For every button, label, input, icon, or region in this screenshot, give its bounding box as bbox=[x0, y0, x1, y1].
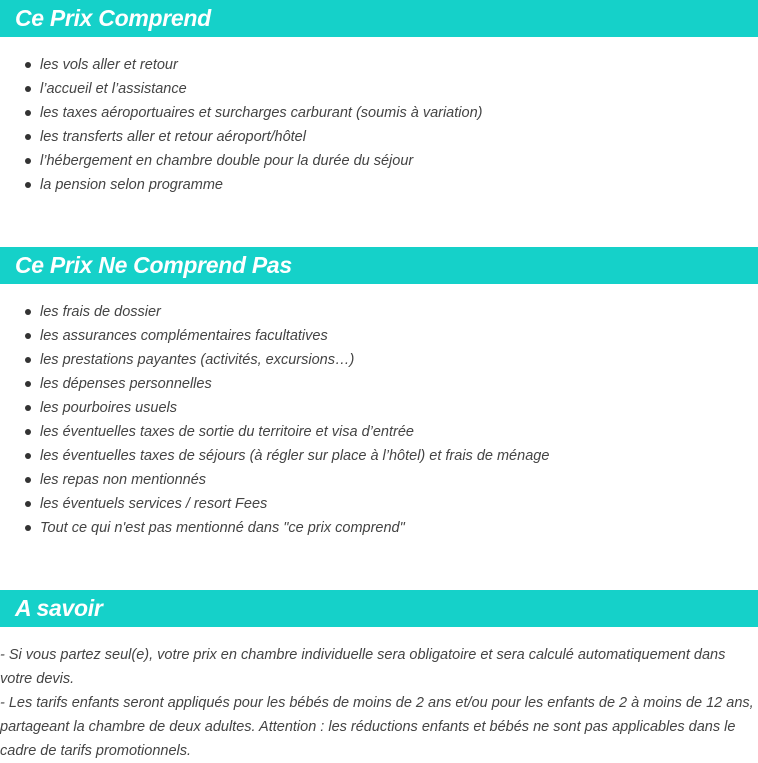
bullet-icon bbox=[25, 429, 31, 435]
bullet-icon bbox=[25, 501, 31, 507]
included-list bbox=[0, 53, 482, 197]
list-item: les frais de dossier bbox=[0, 300, 549, 324]
bullet-icon bbox=[25, 110, 31, 116]
list-item: les repas non mentionnés bbox=[0, 468, 549, 492]
info-paragraph-single: - Si vous partez seul(e), votre prix en chambre individuelle sera obligatoire et sera calculé automatiquement dans votre devis. bbox=[0, 647, 726, 687]
section-header-not-included bbox=[0, 247, 758, 284]
list-item: l’accueil et l’assistance bbox=[0, 77, 482, 101]
list-item: les vols aller et retour bbox=[0, 53, 482, 77]
bullet-icon bbox=[25, 381, 31, 387]
bullet-icon bbox=[25, 86, 31, 92]
section-header-a-savoir bbox=[0, 590, 758, 627]
bullet-icon bbox=[25, 62, 31, 68]
bullet-icon bbox=[25, 134, 31, 140]
list-item: les éventuelles taxes de sortie du territoire et visa d’entrée bbox=[0, 420, 549, 444]
bullet-icon bbox=[25, 477, 31, 483]
list-item: Tout ce qui n'est pas mentionné dans "ce prix comprend" bbox=[0, 516, 549, 540]
list-item: les prestations payantes (activités, excursions…) bbox=[0, 348, 549, 372]
list-item: la pension selon programme bbox=[0, 173, 482, 197]
bullet-icon bbox=[25, 525, 31, 531]
section-title-not-included: Ce Prix Ne Comprend Pas bbox=[15, 252, 292, 278]
list-item: les dépenses personnelles bbox=[0, 372, 549, 396]
section-title-included: Ce Prix Comprend bbox=[15, 5, 211, 31]
bullet-icon bbox=[25, 333, 31, 339]
info-paragraph-children: - Les tarifs enfants seront appliqués pour les bébés de moins de 2 ans et/ou pour les enfants de 2 à moins de 12 ans, partageant la chambre de deux adultes. Attention : les réductions enfants et bébés ne sont pas applicables dans le cadre de tarifs promotionnels. bbox=[0, 695, 754, 759]
list-item: l’hébergement en chambre double pour la durée du séjour bbox=[0, 149, 482, 173]
list-item: les éventuelles taxes de séjours (à régler sur place à l’hôtel) et frais de ménage bbox=[0, 444, 549, 468]
bullet-icon bbox=[25, 453, 31, 459]
not-included-list bbox=[0, 300, 549, 540]
section-title-a-savoir: A savoir bbox=[15, 595, 103, 621]
bullet-icon bbox=[25, 182, 31, 188]
list-item: les éventuels services / resort Fees bbox=[0, 492, 549, 516]
bullet-icon bbox=[25, 357, 31, 363]
bullet-icon bbox=[25, 309, 31, 315]
bullet-icon bbox=[25, 158, 31, 164]
section-header-included bbox=[0, 0, 758, 37]
list-item: les transferts aller et retour aéroport/hôtel bbox=[0, 125, 482, 149]
a-savoir-text bbox=[0, 643, 756, 763]
list-item: les taxes aéroportuaires et surcharges carburant (soumis à variation) bbox=[0, 101, 482, 125]
bullet-icon bbox=[25, 405, 31, 411]
list-item: les pourboires usuels bbox=[0, 396, 549, 420]
list-item: les assurances complémentaires facultatives bbox=[0, 324, 549, 348]
